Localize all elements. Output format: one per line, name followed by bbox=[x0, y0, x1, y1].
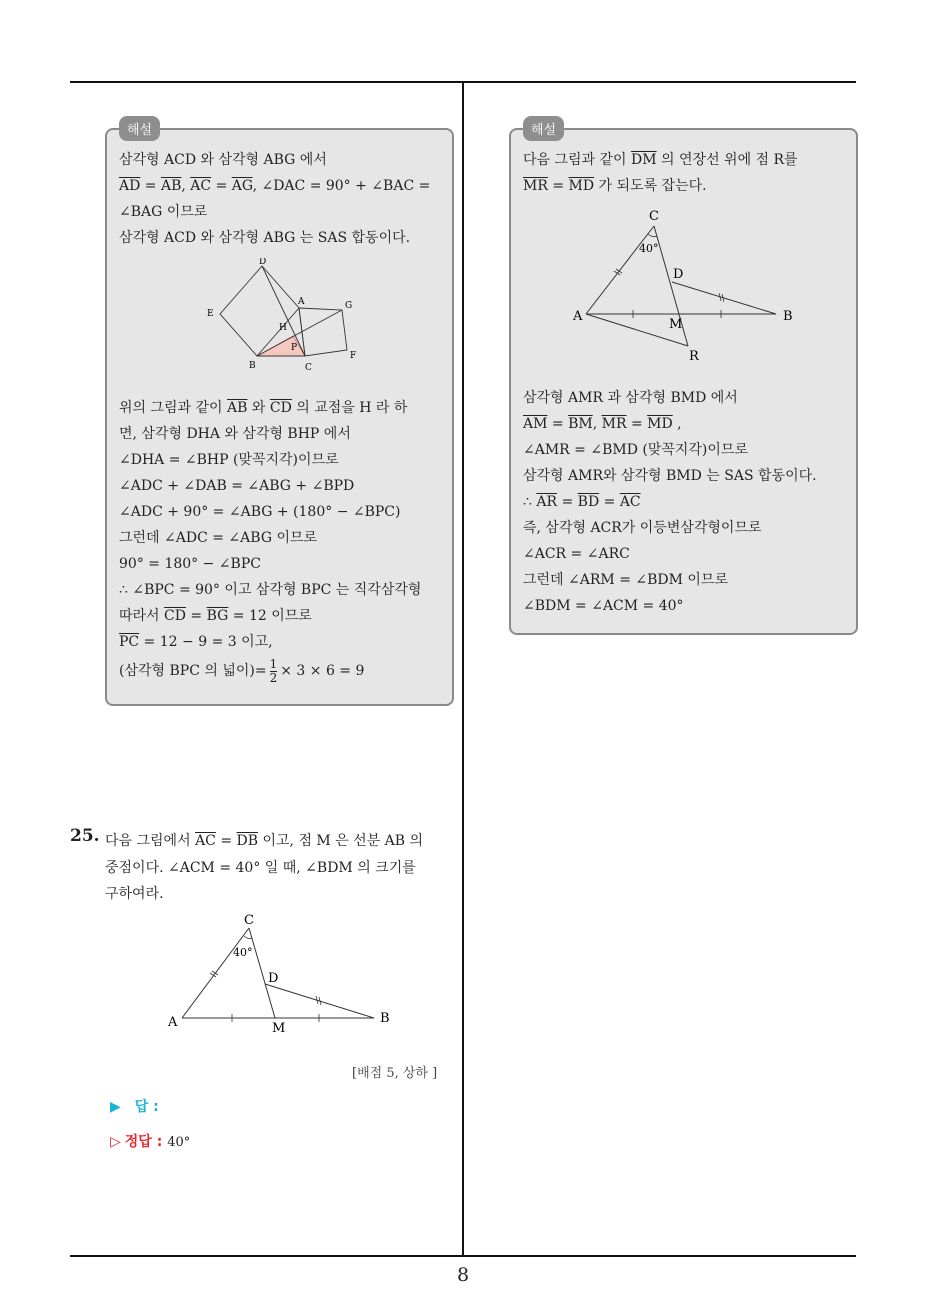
text-part: 다음 그림에서 bbox=[105, 833, 191, 849]
text-tail: , ∠DAC = 90° + ∠BAC = bbox=[252, 178, 431, 194]
text-line bbox=[523, 150, 798, 170]
play-outline-icon: ▷ bbox=[110, 1134, 121, 1150]
figure-label: D bbox=[259, 258, 267, 267]
text-line: ∠ACR = ∠ARC bbox=[523, 546, 630, 562]
segment-ad: $\overline{AD}$ bbox=[119, 178, 141, 194]
figure-label: D bbox=[673, 267, 684, 282]
text-line: ∠BDM = ∠ACM = 40° bbox=[523, 598, 684, 614]
segment-md: $\overline{MD}$ bbox=[647, 416, 673, 432]
text-line: 삼각형 ACD 와 삼각형 ABG 에서 bbox=[119, 152, 327, 168]
text-part: 다음 그림과 같이 bbox=[523, 152, 627, 168]
figure-label: A bbox=[168, 1015, 178, 1030]
text-part: 위의 그림과 같이 bbox=[119, 400, 223, 416]
segment-bm: $\overline{BM}$ bbox=[568, 416, 593, 432]
answer-row bbox=[110, 1096, 159, 1116]
score-label: [배점 5, 상하 ] bbox=[352, 1066, 438, 1081]
correct-value: 40° bbox=[167, 1135, 191, 1150]
question-line: 다음 그림에서 $\overline{AC} = \overline{DB}$ 이고, 점 M 은 선분 AB 의 bbox=[105, 833, 424, 849]
bottom-rule bbox=[70, 1255, 856, 1257]
denominator: 2 bbox=[269, 670, 278, 685]
segment-pc: $\overline{PC}$ bbox=[119, 634, 140, 650]
segment-ab: $\overline{AB}$ bbox=[227, 400, 248, 416]
figure-label: E bbox=[207, 309, 214, 319]
correct-answer-row bbox=[110, 1131, 190, 1151]
segment-ac: $\overline{AC}$ bbox=[190, 178, 212, 194]
text-line: 90° = 180° − ∠BPC bbox=[119, 556, 261, 572]
figure-label: C bbox=[305, 363, 312, 373]
text-part: (삼각형 BPC 의 넓이)= bbox=[119, 663, 267, 679]
question-line: 중점이다. ∠ACM = 40° 일 때, ∠BDM 의 크기를 bbox=[105, 860, 416, 876]
area-line bbox=[119, 656, 364, 686]
text-line: ∠ADC + ∠DAB = ∠ABG + ∠BPD bbox=[119, 478, 355, 494]
text-line: ∠BAG 이므로 bbox=[119, 204, 208, 220]
figure-label: P bbox=[291, 343, 298, 353]
text-line: 그런데 ∠ARM = ∠BDM 이므로 bbox=[523, 572, 728, 588]
text-line: ∠DHA = ∠BHP (맞꼭지각)이므로 bbox=[119, 452, 339, 468]
figure-label: B bbox=[783, 309, 793, 324]
correct-label: 정답 : bbox=[124, 1134, 163, 1150]
text-line: ∴ ∠BPC = 90° 이고 삼각형 BPC 는 직각삼각형 bbox=[119, 582, 422, 598]
segment-db bbox=[265, 984, 374, 1018]
segment-mr: $\overline{MR}$ bbox=[601, 416, 627, 432]
text-part: 가 되도록 잡는다. bbox=[598, 178, 707, 194]
text-line: 삼각형 AMR와 삼각형 BMD 는 SAS 합동이다. bbox=[523, 468, 817, 484]
angle-arc bbox=[244, 936, 252, 939]
figure-label: A bbox=[298, 297, 305, 307]
text-line: $\overline{AD} = \overline{AB}$, $\overline{AC} = \overline{AG}$, ∠DAC = 90° + ∠BAC = bbox=[119, 178, 431, 194]
text-part: = 12 이므로 bbox=[232, 608, 312, 624]
text-part: 와 bbox=[251, 400, 266, 416]
angle-arc bbox=[648, 234, 657, 237]
text-line: 그런데 ∠ADC = ∠ABG 이므로 bbox=[119, 530, 318, 546]
segment-ar: $\overline{AR}$ bbox=[536, 494, 558, 510]
figure-label: 40° bbox=[233, 946, 253, 959]
question-number: 25. bbox=[70, 826, 100, 846]
explanation-tag: 해설 bbox=[119, 116, 160, 141]
text-line: 삼각형 ACD 와 삼각형 ABG 는 SAS 합동이다. bbox=[119, 230, 411, 246]
explanation-tag: 해설 bbox=[523, 116, 564, 141]
question-triangle-figure bbox=[160, 908, 400, 1038]
segment-cd: $\overline{CD}$ bbox=[269, 400, 292, 416]
text-line: 삼각형 AMR 과 삼각형 BMD 에서 bbox=[523, 390, 738, 406]
figure-label: M bbox=[669, 317, 683, 332]
text-line bbox=[119, 398, 407, 418]
text-line: ∴ $\overline{AR} = \overline{BD} = \overline{AC}$ bbox=[523, 494, 641, 510]
segment-md: $\overline{MD}$ bbox=[568, 178, 595, 194]
figure-label: A bbox=[573, 309, 583, 324]
text-line: $\overline{AM} = \overline{BM}$, $\overline{MR} = \overline{MD}$ , bbox=[523, 416, 682, 432]
question-line: 구하여라. bbox=[105, 886, 164, 902]
segment-ac: $\overline{AC}$ bbox=[619, 494, 641, 510]
figure-label: 40° bbox=[639, 242, 659, 255]
segment-mr: $\overline{MR}$ bbox=[523, 178, 548, 194]
segment-cd: $\overline{CD}$ bbox=[164, 608, 186, 624]
congruent-squares-figure bbox=[195, 258, 365, 378]
column-divider bbox=[462, 83, 464, 1255]
text-line: 따라서 $\overline{CD} = \overline{BG} = 12$ 이므로 bbox=[119, 608, 312, 624]
text-line: 즉, 삼각형 ACR가 이등변삼각형이므로 bbox=[523, 520, 762, 536]
play-icon: ▶ bbox=[110, 1099, 121, 1115]
shaded-triangle-bpc bbox=[257, 336, 305, 356]
segment-db bbox=[672, 282, 776, 314]
explanation-box-left bbox=[105, 123, 454, 706]
text-line: ∠ADC + 90° = ∠ABG + (180° − ∠BPC) bbox=[119, 504, 401, 520]
fraction bbox=[270, 658, 278, 685]
figure-label: G bbox=[345, 301, 353, 311]
explanation-box-right bbox=[509, 123, 858, 635]
segment-ab: $\overline{AB}$ bbox=[160, 178, 182, 194]
text-part: 의 교점을 H 라 하 bbox=[296, 400, 408, 416]
extended-triangle-figure bbox=[561, 202, 801, 364]
segment-ac: $\overline{AC}$ bbox=[195, 833, 216, 849]
figure-label: M bbox=[272, 1021, 286, 1036]
segment-bg: $\overline{BG}$ bbox=[206, 608, 229, 624]
figure-label: F bbox=[350, 351, 357, 361]
tick-mark bbox=[616, 269, 622, 273]
figure-label: R bbox=[689, 349, 699, 364]
segment-am: $\overline{AM}$ bbox=[523, 416, 548, 432]
answer-label: 답 : bbox=[134, 1099, 159, 1115]
figure-label: D bbox=[268, 971, 279, 986]
segment-db: $\overline{DB}$ bbox=[236, 833, 259, 849]
text-line: $\overline{MR} = \overline{MD}$ 가 되도록 잡는다. bbox=[523, 178, 707, 194]
figure-label: H bbox=[279, 323, 287, 333]
figure-label: B bbox=[249, 361, 256, 371]
text-line: 면, 삼각형 DHA 와 삼각형 BHP 에서 bbox=[119, 426, 351, 442]
segment-bd: $\overline{BD}$ bbox=[577, 494, 600, 510]
figure-label: C bbox=[649, 209, 659, 224]
segment-dm: $\overline{DM}$ bbox=[631, 152, 657, 168]
text-part: 따라서 bbox=[119, 608, 160, 624]
text-part: = 12 − 9 = 3 이고, bbox=[143, 634, 273, 650]
text-line bbox=[119, 632, 273, 652]
figure-label: C bbox=[244, 913, 254, 928]
text-line: ∠AMR = ∠BMD (맞꼭지각)이므로 bbox=[523, 442, 748, 458]
numerator: 1 bbox=[269, 656, 278, 671]
text-part: × 3 × 6 = 9 bbox=[280, 663, 365, 679]
page-number: 8 bbox=[456, 1264, 470, 1286]
figure-label: B bbox=[380, 1011, 390, 1026]
segment-ac bbox=[586, 226, 654, 314]
text-part: 이고, 점 M 은 선분 AB 의 bbox=[262, 833, 424, 849]
segment-ag: $\overline{AG}$ bbox=[231, 178, 253, 194]
text-part: 의 연장선 위에 점 R를 bbox=[661, 152, 798, 168]
square-acfg bbox=[299, 308, 347, 356]
